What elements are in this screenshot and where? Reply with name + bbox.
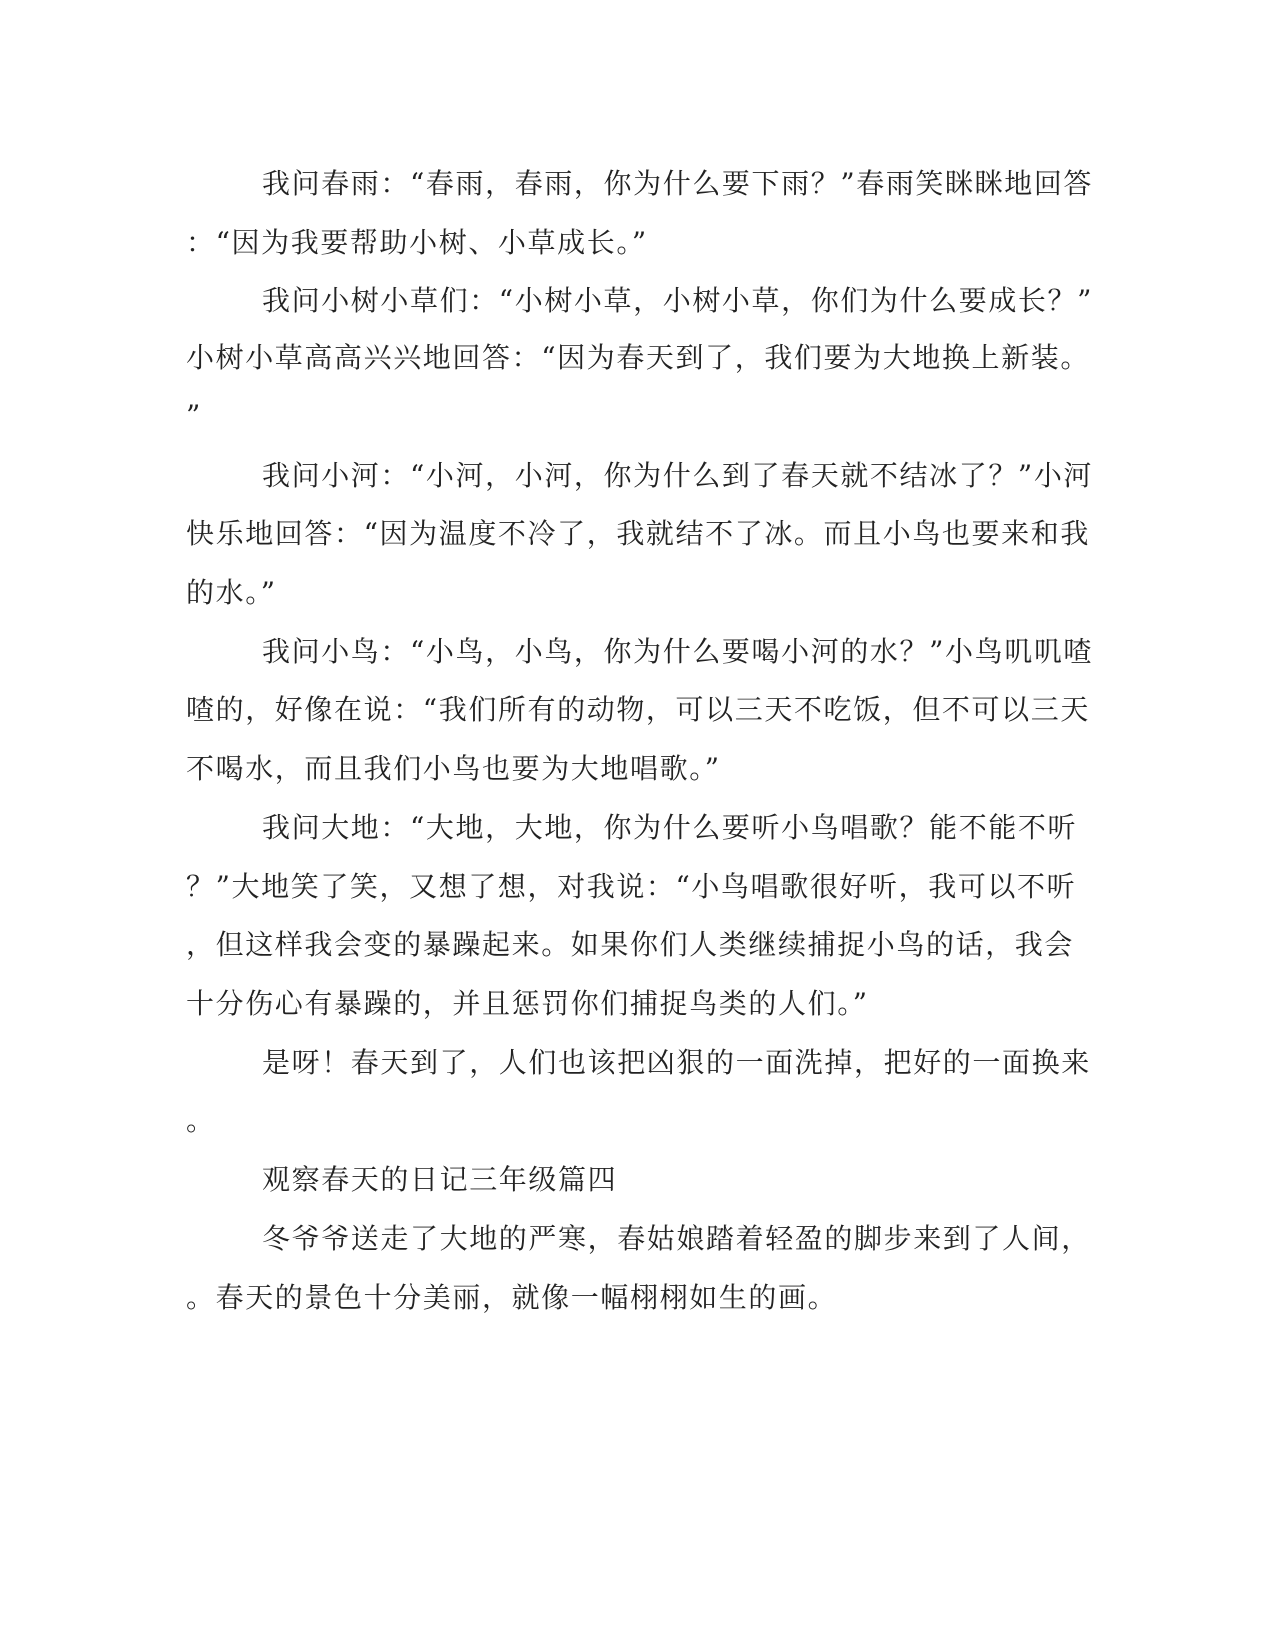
paragraph-line: 十分伤心有暴躁的，并且惩罚你们捕捉鸟类的人们。”: [186, 987, 869, 1020]
paragraph-line: 小树小草高高兴兴地回答：“因为春天到了，我们要为大地换上新装。: [186, 341, 1090, 374]
paragraph-line: 我问小树小草们：“小树小草，小树小草，你们为什么要成长？”: [262, 284, 1094, 317]
paragraph-line: ”: [186, 399, 202, 432]
paragraph-line: 。春天的景色十分美丽，就像一幅栩栩如生的画。: [186, 1281, 838, 1314]
paragraph-line: 不喝水，而且我们小鸟也要为大地唱歌。”: [186, 752, 721, 785]
paragraph-line: 。: [186, 1104, 216, 1137]
paragraph-line: 我问小河：“小河，小河，你为什么到了春天就不结冰了？”小河: [262, 459, 1094, 492]
paragraph-line: 的水。”: [186, 576, 277, 609]
paragraph-line: 是呀！春天到了，人们也该把凶狠的一面洗掉，把好的一面换来: [262, 1046, 1091, 1079]
paragraph-line: 冬爷爷送走了大地的严寒，春姑娘踏着轻盈的脚步来到了人间，: [262, 1222, 1091, 1255]
paragraph-line: ：“因为我要帮助小树、小草成长。”: [186, 226, 648, 259]
section-heading: 观察春天的日记三年级篇四: [262, 1163, 618, 1196]
paragraph-line: 我问小鸟：“小鸟，小鸟，你为什么要喝小河的水？”小鸟叽叽喳: [262, 635, 1094, 668]
paragraph-line: 我问大地：“大地，大地，你为什么要听小鸟唱歌？能不能不听: [262, 811, 1078, 844]
paragraph-line: 快乐地回答：“因为温度不冷了，我就结不了冰。而且小鸟也要来和我: [186, 517, 1090, 550]
paragraph-line: 喳的，好像在说：“我们所有的动物，可以三天不吃饭，但不可以三天: [186, 693, 1090, 726]
paragraph-line: ，但这样我会变的暴躁起来。如果你们人类继续捕捉小鸟的话，我会: [186, 928, 1075, 961]
paragraph-line: 我问春雨：“春雨，春雨，你为什么要下雨？”春雨笑眯眯地回答: [262, 167, 1094, 200]
paragraph-line: ？”大地笑了笑，又想了想，对我说：“小鸟唱歌很好听，我可以不听: [186, 870, 1077, 903]
